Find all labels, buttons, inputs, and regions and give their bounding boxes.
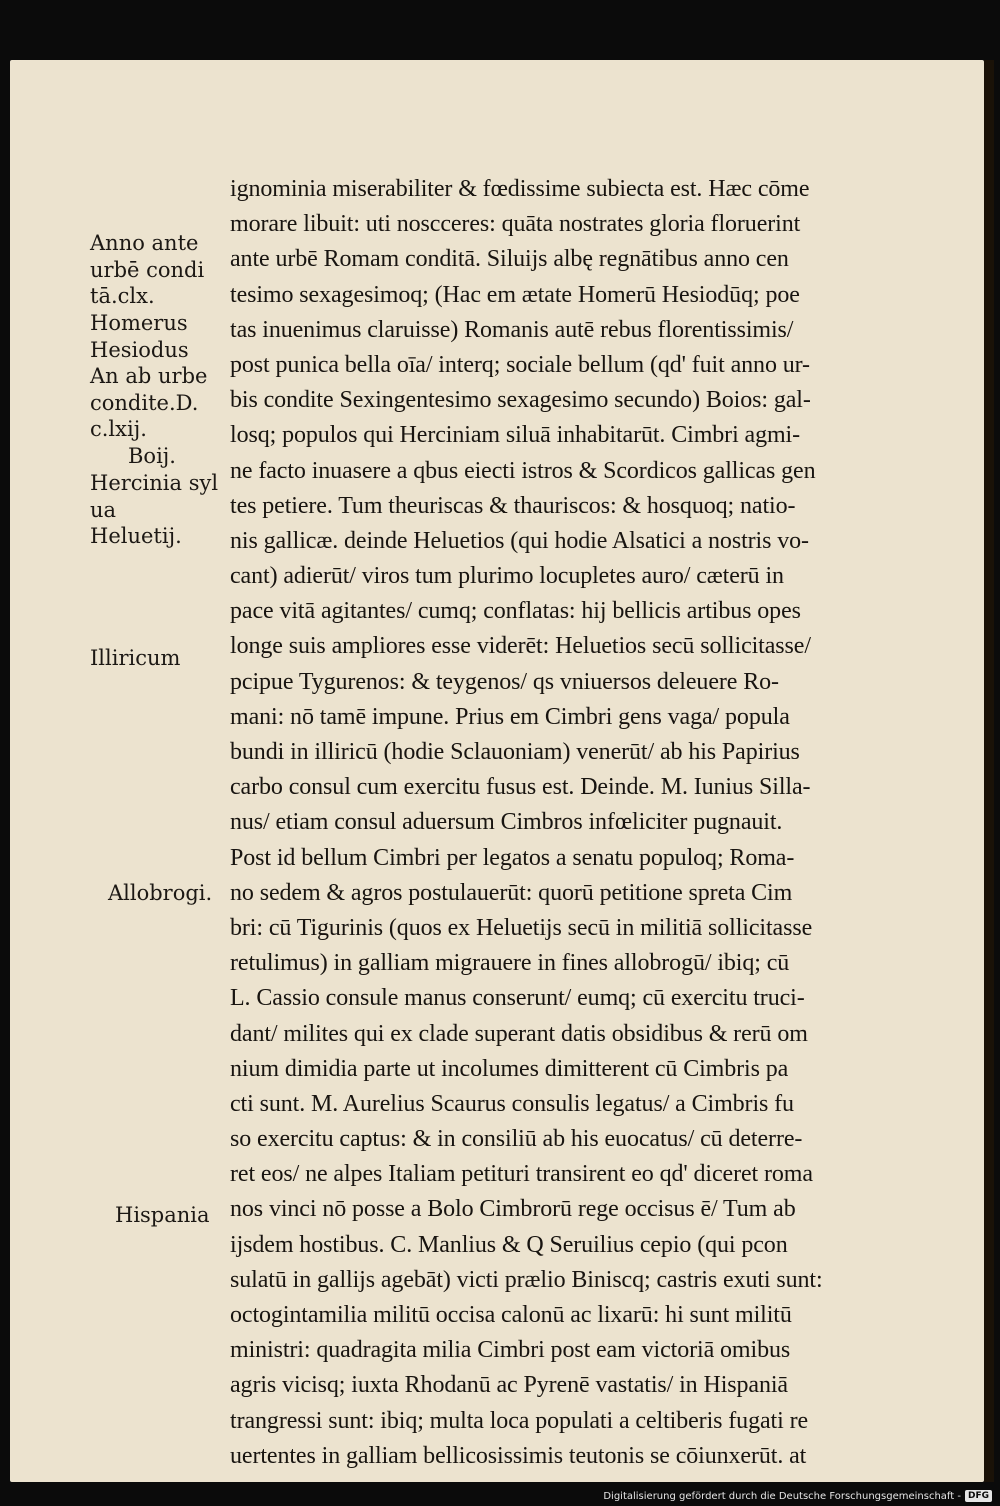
text-line: trangressi sunt: ibiq; multa loca populati a celtiberis fugati re: [230, 1407, 809, 1434]
text-line: ijsdem hostibus. C. Manlius & Q Seruilius cepio (qui pcon: [230, 1231, 788, 1258]
text-line: bri: cū Tigurinis (quos ex Heluetijs secū in militiā sollicitasse: [230, 914, 813, 941]
text-line: tesimo sexagesimoq; (Hac em ætate Homerū Hesiodūq; poe: [230, 281, 800, 308]
margin-note-boij: Boij.: [128, 444, 176, 468]
body-text: [230, 172, 912, 1474]
margin-note-allobrogi: Allobrogi.: [108, 881, 213, 905]
text-line: so exercitu captus: & in consiliū ab his euocatus/ cū deterre-: [230, 1126, 803, 1153]
text-line: bis condite Sexingentesimo sexagesimo secundo) Boios: gal-: [230, 387, 811, 414]
text-line: no sedem & agros postulauerūt: quorū petitione spreta Cim: [230, 879, 793, 906]
margin-note-hispania: Hispania: [115, 1203, 210, 1227]
text-line: tas inuenimus claruisse) Romanis autē rebus florentissimis/: [230, 316, 794, 343]
text-line: bundi in illiricū (hodie Sclauoniam) venerūt/ ab his Papirius: [230, 739, 800, 765]
text-line: Post id bellum Cimbri per legatos a senatu populoq; Roma-: [230, 844, 795, 871]
text-line: mani: nō tamē impune. Prius em Cimbri gens vaga/ popula: [230, 703, 790, 730]
text-line: dant/ milites qui ex clade superant datis obsidibus & rerū om: [230, 1020, 808, 1047]
text-line: nium dimidia parte ut incolumes dimitterent cū Cimbris pa: [230, 1055, 789, 1082]
text-line: tes petiere. Tum theuriscas & thauriscos: & hosquoq; natio-: [230, 492, 796, 519]
text-line: ministri: quadragita milia Cimbri post eam victoriā omibus: [230, 1337, 791, 1364]
text-line: post punica bella oīa/ interq; sociale bellum (qd' fuit anno ur-: [230, 351, 810, 378]
margin-note-homerus: Homerus Hesiodus An ab urbe condite.D. c.lxij.: [90, 311, 208, 441]
text-line: ante urbē Romam conditā. Siluijs albę regnātibus anno cen: [230, 246, 789, 273]
margin-note-anno: Anno ante urbē condi tā.clx.: [90, 231, 205, 308]
footer-text: Digitalisierung gefördert durch die Deutsche Forschungsgemeinschaft -: [603, 1490, 961, 1502]
text-line: carbo consul cum exercitu fusus est. Deinde. M. Iunius Silla-: [230, 774, 811, 801]
text-line: cant) adierūt/ viros tum plurimo locupletes auro/ cæterū in: [230, 563, 784, 590]
margin-note-hercinia: Hercinia syl ua Heluetij.: [90, 471, 219, 548]
text-line: ne facto inuasere a qbus eiecti istros & Scordicos gallicas gen: [230, 457, 816, 484]
text-line: nis gallicæ. deinde Heluetios (qui hodie Alsatici a nostris vo-: [230, 527, 809, 554]
dfg-logo: DFG: [965, 1490, 992, 1502]
text-line: retulimus) in galliam migrauere in fines allobrogū/ ibiq; cū: [230, 950, 790, 977]
page-edge: [984, 60, 994, 1482]
text-line: octogintamilia militū occisa calonū ac lixarū: hi sunt militū: [230, 1302, 792, 1328]
text-line: nus/ etiam consul aduersum Cimbros infœliciter pugnauit.: [230, 809, 783, 836]
text-line: pcipue Tygurenos: & teygenos/ qs vniuersos deleuere Ro-: [230, 668, 779, 695]
text-line: losq; populos qui Herciniam siluā inhabitarūt. Cimbri agmi-: [230, 422, 801, 449]
text-line: pace vitā agitantes/ cumq; conflatas: hij bellicis artibus opes: [230, 598, 801, 625]
text-line: longe suis ampliores esse viderēt: Heluetios secū sollicitasse/: [230, 633, 811, 660]
text-line: nos vinci nō posse a Bolo Cimbrorū rege occisus ē/ Tum ab: [230, 1196, 796, 1223]
text-line: ret eos/ ne alpes Italiam petituri transirent eo qd' diceret roma: [230, 1161, 813, 1188]
text-line: uertentes in galliam bellicosissimis teutonis se cōiunxerūt. at: [230, 1442, 807, 1469]
text-line: morare libuit: uti noscceres: quāta nostrates gloria floruerint: [230, 211, 801, 238]
text-line: L. Cassio consule manus conserunt/ eumq; cū exercitu truci-: [230, 985, 805, 1012]
footer-credit: [603, 1490, 992, 1502]
text-line: sulatū in gallijs agebāt) victi prælio Biniscq; castris exuti sunt:: [230, 1266, 823, 1293]
margin-note-illiricum: Illiricum: [90, 646, 181, 670]
text-line: cti sunt. M. Aurelius Scaurus consulis legatus/ a Cimbris fu: [230, 1090, 794, 1117]
text-line: agris vicisq; iuxta Rhodanū ac Pyrenē vastatis/ in Hispaniā: [230, 1372, 788, 1399]
text-line: ignominia miserabiliter & fœdissime subiecta est. Hæc cōme: [230, 176, 810, 202]
